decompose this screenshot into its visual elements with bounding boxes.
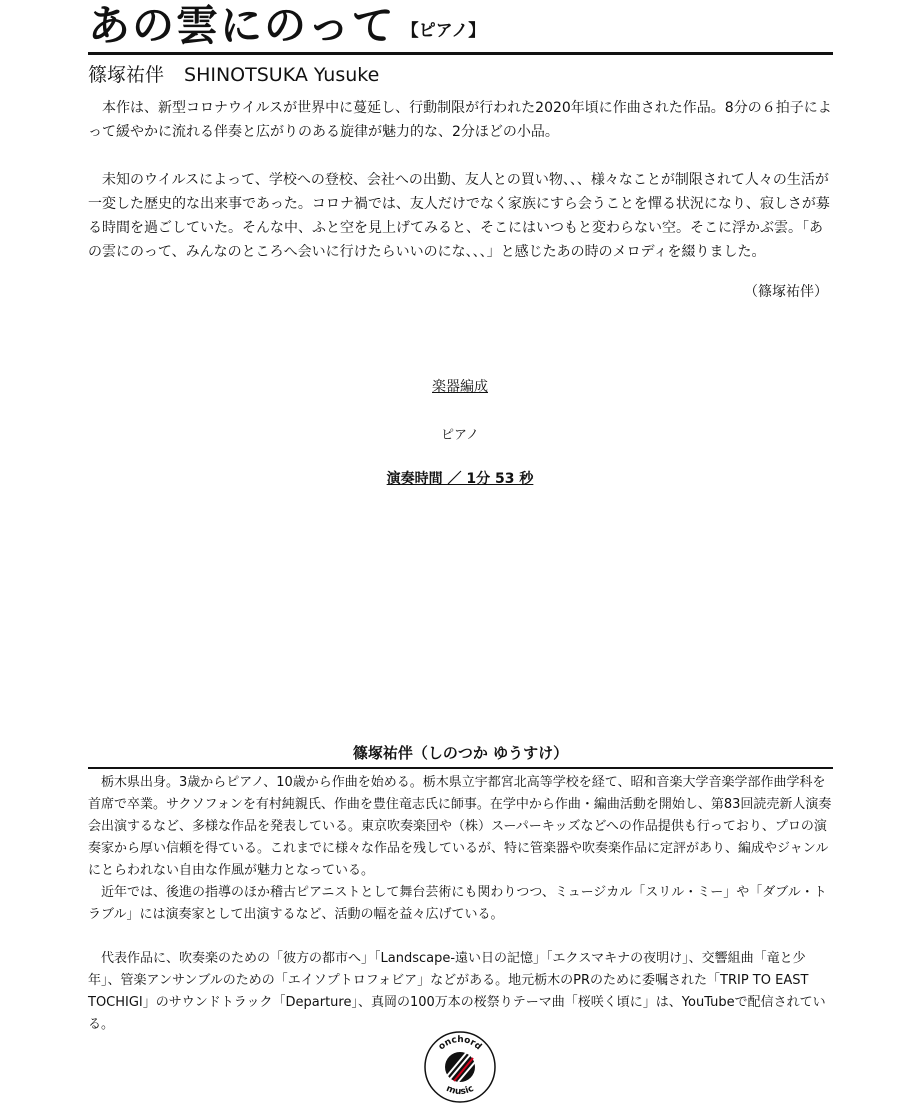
- biography-divider: [88, 767, 833, 769]
- logo-bottom-text: music: [444, 1083, 476, 1098]
- program-note-signature: （篠塚祐伴）: [744, 284, 828, 300]
- onchord-music-logo: [423, 1030, 497, 1104]
- biography: [88, 772, 833, 1036]
- biography-paragraph: 代表作品に、吹奏楽のための「彼方の都市へ」「Landscape-遠い日の記憶」「エクスマキナの夜明け」、交響組曲「竜と少年」、管楽アンサンブルのための「エイソプトロフォビア」などがある。地元栃木のPRのために委嘱された「TRIP TO EAST TOCHIGI」のサウンドトラック「Departure」、真岡の100万本の桜祭りテーマ曲「桜咲く頃に」は、YouTubeで配信されている。: [88, 951, 826, 1032]
- biography-paragraph: 栃木県出身。3歳からピアノ、10歳から作曲を始める。栃木県立宇都宮北高等学校を経て、昭和音楽大学音楽学部作曲学科を首席で卒業。サクソフォンを有村純親氏、作曲を豊住竜志氏に師事。在学中から作曲・編曲活動を開始し、第83回読売新人演奏会出演するなど、多様な作品を発表している。東京吹奏楽団や（株）スーパーキッズなどへの作品提供も行っており、プロの演奏家から厚い信頼を得ている。これまでに様々な作品を残しているが、特に管楽器や吹奏楽作品に定評があり、編成やジャンルにとらわれない自由な作風が魅力となっている。: [88, 775, 832, 878]
- program-note-paragraph: 本作は、新型コロナウイルスが世界中に蔓延し、行動制限が行われた2020年頃に作曲された作品。8分の６拍子によって緩やかに流れる伴奏と広がりのある旋律が魅力的な、2分ほどの小品。: [88, 100, 832, 140]
- instrumentation-value: ピアノ: [441, 428, 479, 443]
- biography-paragraph: 近年では、後進の指導のほか稽古ピアニストとして舞台芸術にも関わりつつ、ミュージカル「スリル・ミー」や「ダブル・トラブル」には演奏家として出演するなど、活動の幅を益々広げている。: [88, 885, 827, 922]
- performance-duration: 演奏時間 ／ 1分 53 秒: [386, 471, 534, 487]
- instrument-tag: 【ピアノ】: [401, 21, 486, 41]
- title-divider: [88, 52, 833, 55]
- instrumentation-heading: 楽器編成: [432, 379, 488, 395]
- logo-top-text: onchord: [436, 1034, 484, 1053]
- composer-name-en: SHINOTSUKA Yusuke: [184, 64, 380, 86]
- program-note-paragraph: 未知のウイルスによって、学校への登校、会社への出勤、友人との買い物、、、様々なことが制限されて人々の生活が一変した歴史的な出来事であった。コロナ禍では、友人だけでなく家族にすら会うことを憚る状況になり、寂しさが募る時間を過ごしていた。そんな中、ふと空を見上げてみると、そこにはいつもと変わらない空。そこに浮かぶ雲。「あの雲にのって、みんなのところへ会いに行けたらいいのにな、、、」と感じたあの時のメロディを綴りました。: [88, 172, 830, 260]
- biography-heading: 篠塚祐伴（しのつか ゆうすけ）: [352, 744, 569, 762]
- title-row: [88, 2, 833, 50]
- logo-stripes-icon: [445, 1052, 475, 1082]
- program-note: [88, 96, 833, 264]
- composer-name-ja: 篠塚祐伴: [88, 64, 165, 86]
- page-title: あの雲にのって: [88, 1, 396, 50]
- composer-line: [88, 62, 379, 88]
